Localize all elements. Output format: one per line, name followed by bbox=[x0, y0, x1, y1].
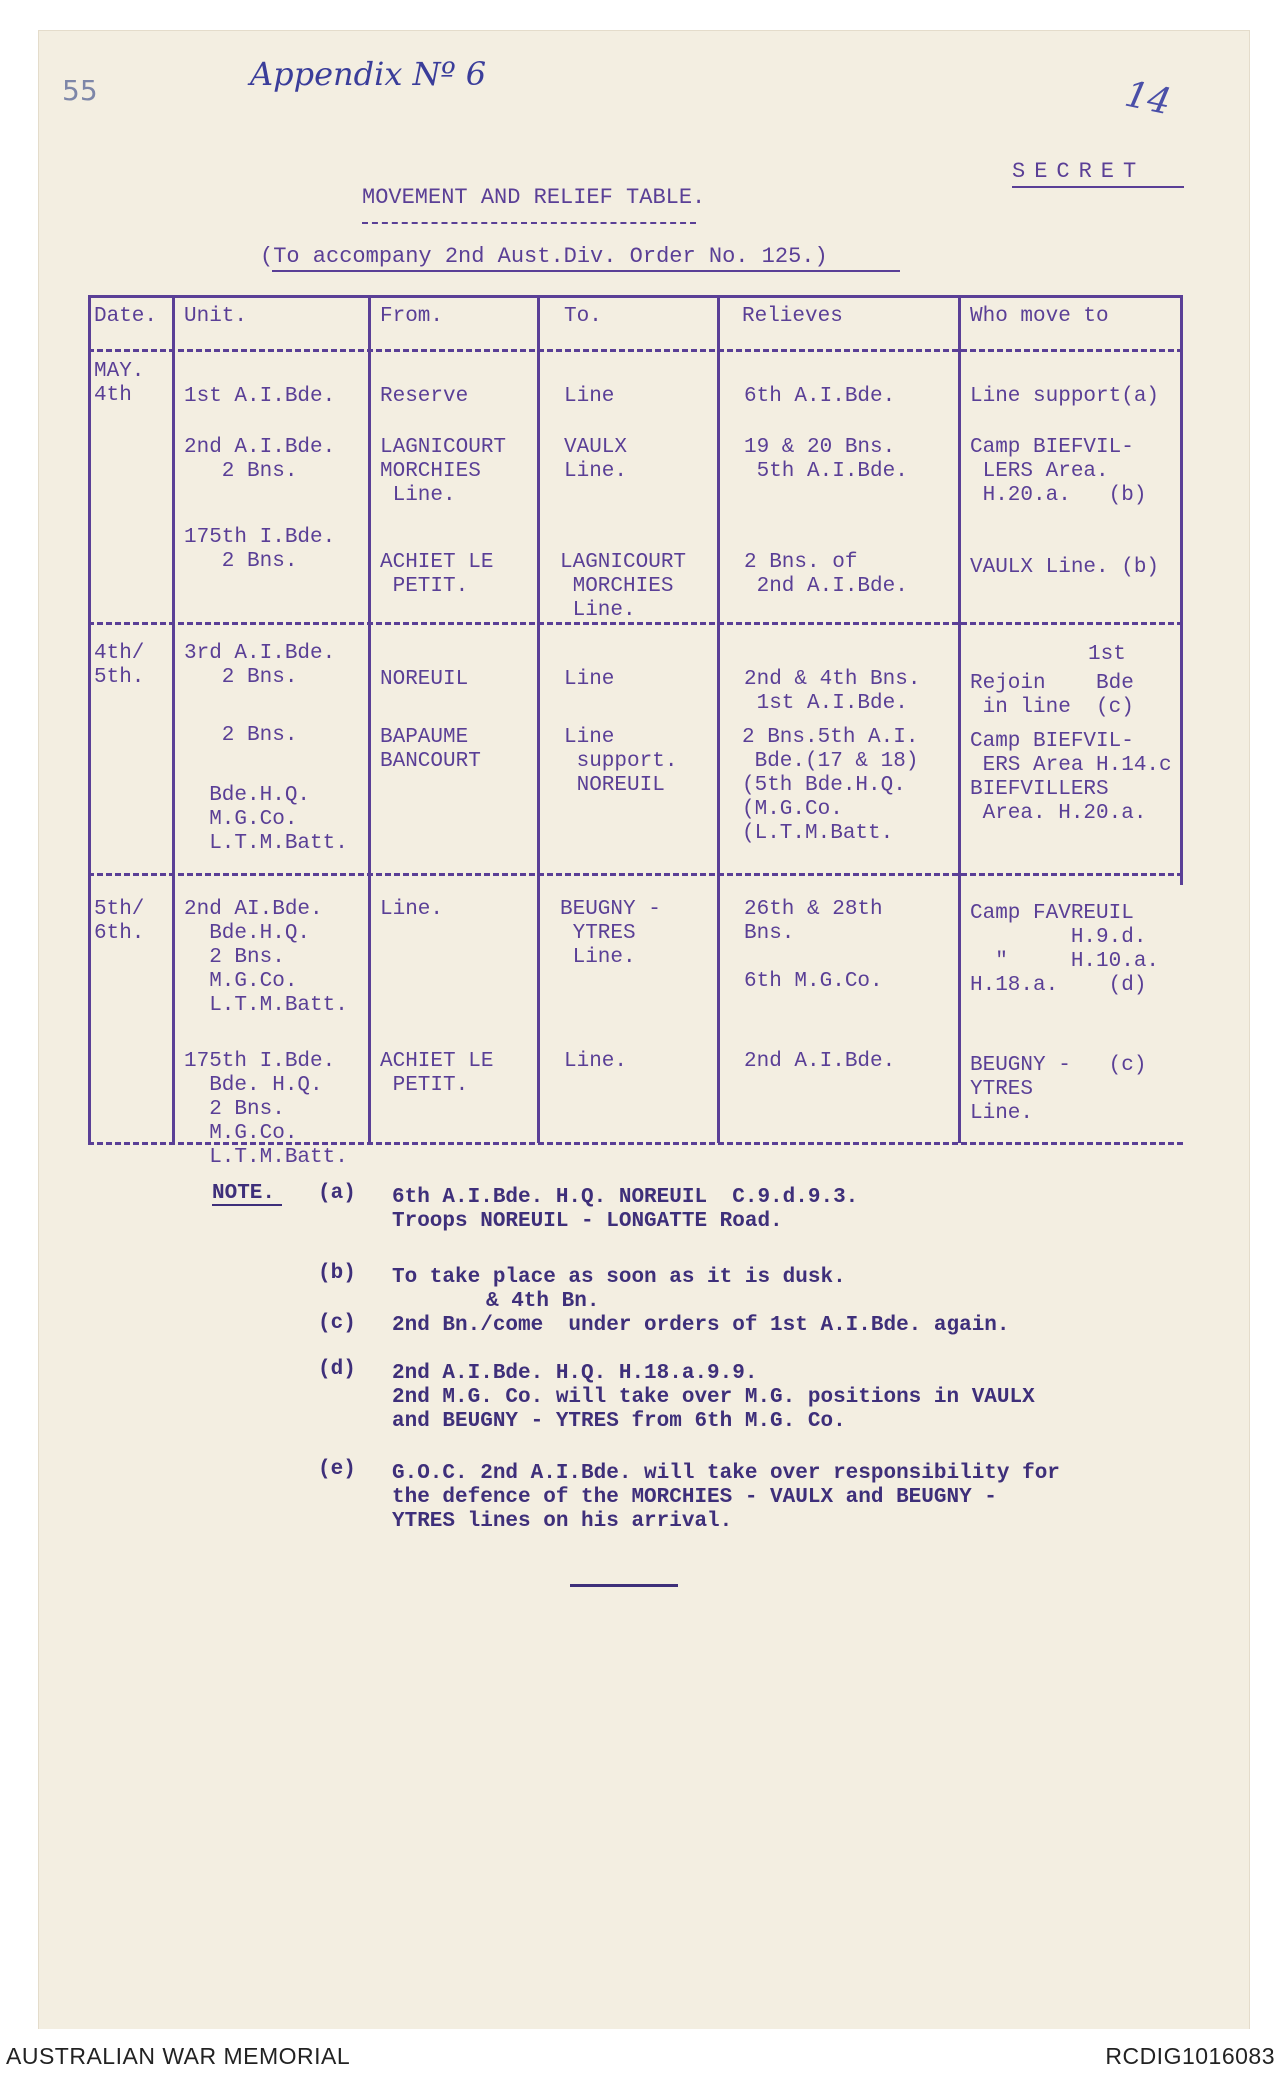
row2-relieves-b: 2 Bns.5th A.I. Bde.(17 & 18) (5th Bde.H.Q. (M.G.Co. (L.T.M.Batt. bbox=[742, 726, 919, 845]
note-d-text: 2nd A.I.Bde. H.Q. H.18.a.9.9. 2nd M.G. Co. will take over M.G. positions in VAULX and BEUGNY - YTRES from 6th M.G. Co. bbox=[392, 1362, 1035, 1433]
row2-to-a: Line bbox=[564, 668, 615, 691]
end-rule bbox=[570, 1584, 678, 1587]
row1-to-c: LAGNICOURT MORCHIES Line. bbox=[560, 551, 687, 622]
row2-unit-a: 3rd A.I.Bde. 2 Bns. bbox=[184, 642, 336, 689]
folio-number: 14 bbox=[1121, 73, 1175, 124]
row2-move-a-note: 1st bbox=[1088, 643, 1126, 666]
header-date: Date. bbox=[94, 305, 158, 328]
note-b-key: (b) bbox=[318, 1262, 356, 1285]
row3-move-b: BEUGNY - (c) YTRES Line. bbox=[970, 1054, 1147, 1125]
row3-from-a: Line. bbox=[380, 898, 444, 921]
page-subtitle: (To accompany 2nd Aust.Div. Order No. 125.) bbox=[260, 244, 828, 269]
note-b-text: To take place as soon as it is dusk. bbox=[392, 1266, 846, 1289]
row3-to-a: BEUGNY - YTRES Line. bbox=[560, 898, 661, 969]
row2-date: 4th/ 5th. bbox=[94, 642, 145, 689]
document-page bbox=[38, 30, 1250, 2040]
row1-unit-c: 175th I.Bde. 2 Bns. bbox=[184, 526, 336, 573]
row1-move-c: VAULX Line. (b) bbox=[970, 556, 1160, 579]
secret-marking: SECRET bbox=[1012, 159, 1146, 184]
row1-relieves-c: 2 Bns. of 2nd A.I.Bde. bbox=[744, 551, 908, 598]
row3-unit-a: 2nd AI.Bde. Bde.H.Q. 2 Bns. M.G.Co. L.T.M.Batt. bbox=[184, 898, 348, 1017]
page-number: 55 bbox=[62, 74, 98, 107]
row2-unit-b: 2 Bns. bbox=[184, 724, 298, 747]
note-e-key: (e) bbox=[318, 1458, 356, 1481]
row3-relieves-a: 26th & 28th Bns. 6th M.G.Co. bbox=[744, 898, 883, 993]
archive-footer bbox=[0, 2029, 1283, 2081]
row3-relieves-b: 2nd A.I.Bde. bbox=[744, 1050, 896, 1073]
note-c-text: 2nd Bn./come under orders of 1st A.I.Bde. again. bbox=[392, 1314, 1010, 1337]
row1-to-a: Line bbox=[564, 385, 615, 408]
header-unit: Unit. bbox=[184, 305, 248, 328]
secret-underline bbox=[1012, 186, 1184, 188]
row2-move-a: Rejoin Bde in line (c) bbox=[970, 672, 1134, 719]
note-a-text: 6th A.I.Bde. H.Q. NOREUIL C.9.d.9.3. Troops NOREUIL - LONGATTE Road. bbox=[392, 1186, 859, 1233]
row2-relieves-a: 2nd & 4th Bns. 1st A.I.Bde. bbox=[744, 668, 921, 715]
note-e-text: G.O.C. 2nd A.I.Bde. will take over responsibility for the defence of the MORCHIES - VAULX and BEUGNY - YTRES lines on his arrival. bbox=[392, 1462, 1060, 1533]
row1-unit-b: 2nd A.I.Bde. 2 Bns. bbox=[184, 436, 336, 483]
footer-record-id: RCDIG1016083 bbox=[1105, 2043, 1275, 2069]
note-label-underline bbox=[212, 1204, 282, 1206]
row1-from-b: LAGNICOURT MORCHIES Line. bbox=[380, 436, 507, 507]
row1-from-c: ACHIET LE PETIT. bbox=[380, 551, 494, 598]
row2-move-b: Camp BIEFVIL- ERS Area H.14.c BIEFVILLERS Area. H.20.a. bbox=[970, 730, 1172, 825]
header-relieves: Relieves bbox=[742, 305, 843, 328]
page-title: MOVEMENT AND RELIEF TABLE. bbox=[362, 185, 706, 210]
row1-relieves-b: 19 & 20 Bns. 5th A.I.Bde. bbox=[744, 436, 908, 483]
header-from: From. bbox=[380, 305, 444, 328]
row3-move-a: Camp FAVREUIL H.9.d. " H.10.a. H.18.a. (d) bbox=[970, 902, 1160, 997]
row2-from-b: BAPAUME BANCOURT bbox=[380, 726, 481, 773]
row1-relieves-a: 6th A.I.Bde. bbox=[744, 385, 896, 408]
note-d-key: (d) bbox=[318, 1358, 356, 1381]
note-c-insert: & 4th Bn. bbox=[486, 1290, 600, 1313]
row1-from-a: Reserve bbox=[380, 385, 469, 408]
row1-date: MAY. 4th bbox=[94, 360, 145, 407]
row2-unit-c: Bde.H.Q. M.G.Co. L.T.M.Batt. bbox=[209, 784, 348, 855]
note-c-key: (c) bbox=[318, 1312, 356, 1335]
row3-unit-b: 175th I.Bde. Bde. H.Q. 2 Bns. M.G.Co. L.T.M.Batt. bbox=[184, 1050, 348, 1169]
row2-from-a: NOREUIL bbox=[380, 668, 469, 691]
row2-to-b: Line support. NOREUIL bbox=[564, 726, 678, 797]
row3-from-b: ACHIET LE PETIT. bbox=[380, 1050, 494, 1097]
row3-to-b: Line. bbox=[564, 1050, 628, 1073]
appendix-label: Appendix Nº 6 bbox=[250, 55, 487, 93]
header-who-move-to: Who move to bbox=[970, 305, 1109, 328]
row1-move-b: Camp BIEFVIL- LERS Area. H.20.a. (b) bbox=[970, 436, 1147, 507]
subtitle-underline bbox=[272, 270, 900, 272]
row1-move-a: Line support(a) bbox=[970, 385, 1160, 408]
row1-unit-a: 1st A.I.Bde. bbox=[184, 385, 336, 408]
footer-archive-name: AUSTRALIAN WAR MEMORIAL bbox=[6, 2043, 351, 2069]
title-underline bbox=[362, 222, 696, 224]
row1-to-b: VAULX Line. bbox=[564, 436, 628, 483]
row3-date: 5th/ 6th. bbox=[94, 898, 145, 945]
note-label: NOTE. bbox=[212, 1182, 276, 1205]
header-to: To. bbox=[564, 305, 602, 328]
note-a-key: (a) bbox=[318, 1182, 356, 1205]
